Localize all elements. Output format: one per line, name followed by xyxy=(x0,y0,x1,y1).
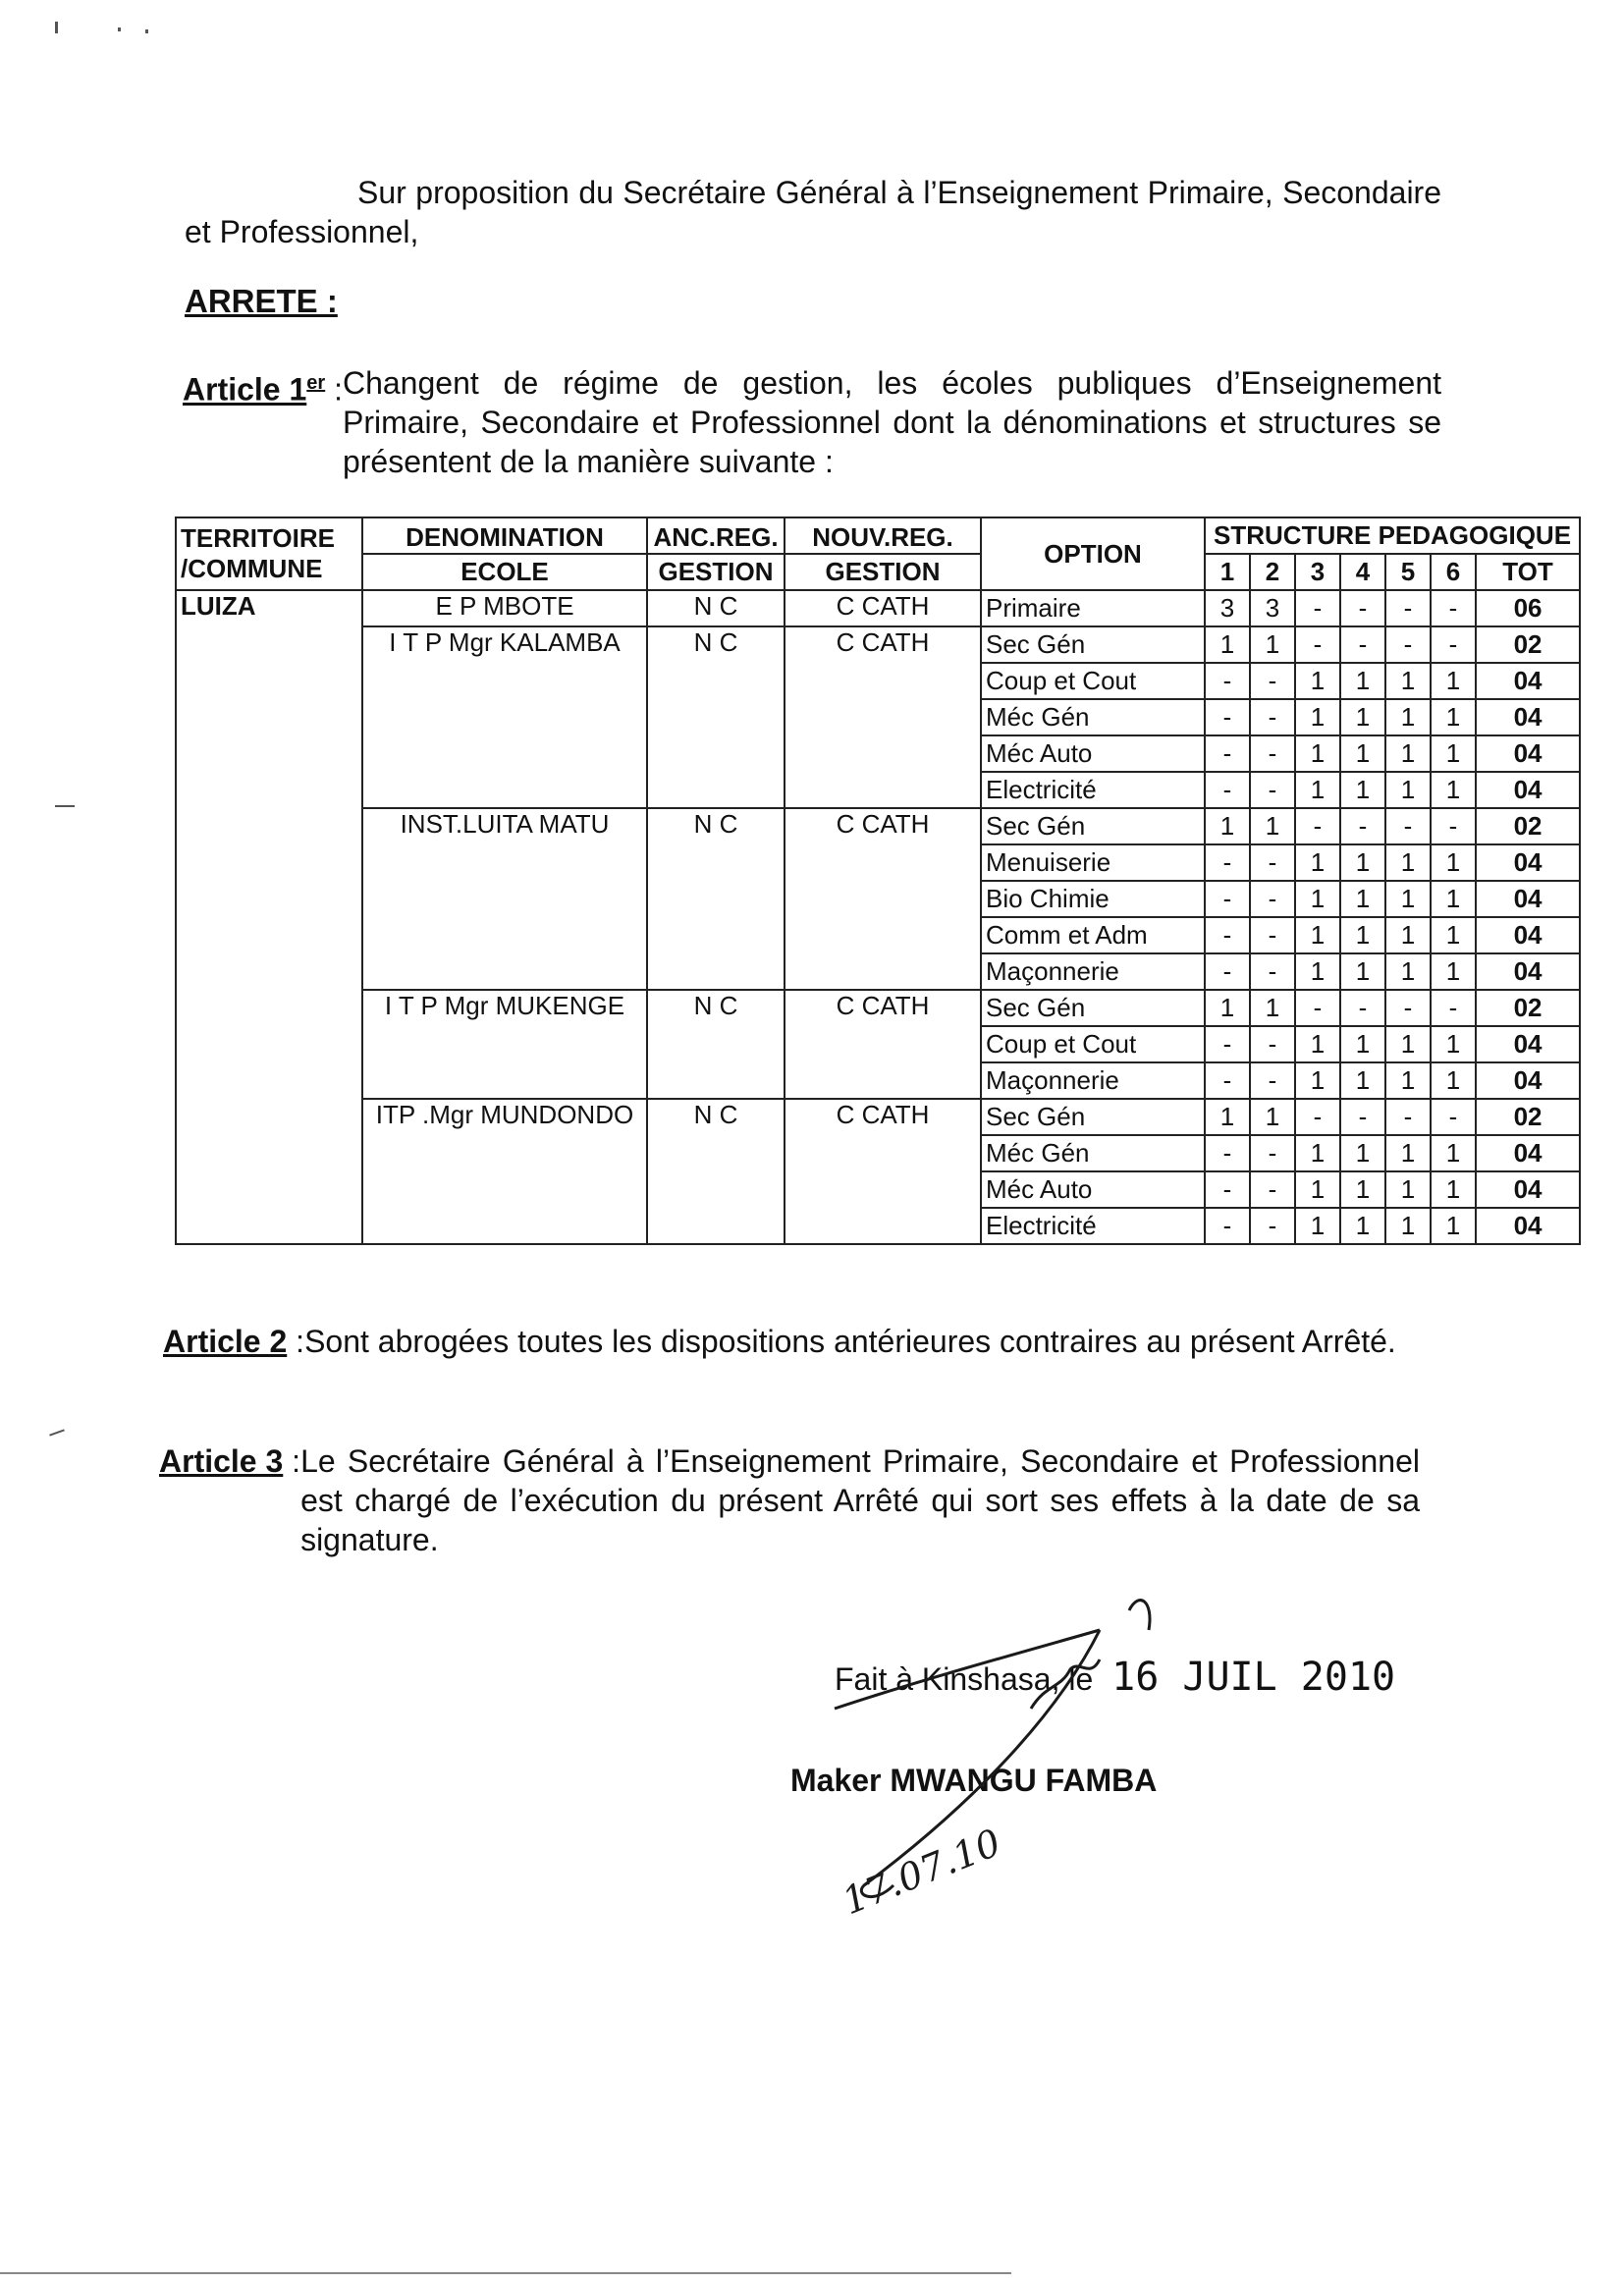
level-total: 04 xyxy=(1476,772,1580,808)
level-2-count: - xyxy=(1250,1135,1295,1171)
level-2-count: - xyxy=(1250,953,1295,990)
header-level-1: 1 xyxy=(1205,554,1250,590)
structure-table xyxy=(175,517,1581,1245)
level-4-count: 1 xyxy=(1340,917,1385,953)
level-3-count: 1 xyxy=(1295,881,1340,917)
level-3-count: 1 xyxy=(1295,1171,1340,1208)
option-name: Sec Gén xyxy=(981,990,1205,1026)
level-3-count: - xyxy=(1295,808,1340,844)
level-total: 04 xyxy=(1476,1208,1580,1244)
level-6-count: - xyxy=(1431,1099,1476,1135)
nouv-reg-gestion: C CATH xyxy=(785,590,981,626)
scan-speck xyxy=(118,27,121,31)
level-5-count: 1 xyxy=(1385,1208,1431,1244)
option-name: Méc Auto xyxy=(981,1171,1205,1208)
level-4-count: - xyxy=(1340,1099,1385,1135)
level-total: 04 xyxy=(1476,917,1580,953)
level-5-count: 1 xyxy=(1385,735,1431,772)
level-total: 02 xyxy=(1476,626,1580,663)
level-6-count: - xyxy=(1431,808,1476,844)
article-1-label-sup: er xyxy=(306,372,326,394)
level-2-count: - xyxy=(1250,663,1295,699)
option-name: Menuiserie xyxy=(981,844,1205,881)
level-total: 04 xyxy=(1476,1171,1580,1208)
level-5-count: - xyxy=(1385,626,1431,663)
level-3-count: 1 xyxy=(1295,1135,1340,1171)
level-4-count: - xyxy=(1340,808,1385,844)
article-2-label-text: Article 2 xyxy=(163,1324,288,1359)
option-name: Comm et Adm xyxy=(981,917,1205,953)
level-6-count: 1 xyxy=(1431,663,1476,699)
level-3-count: 1 xyxy=(1295,1026,1340,1062)
level-1-count: 1 xyxy=(1205,1099,1250,1135)
header-level-3: 3 xyxy=(1295,554,1340,590)
level-1-count: 1 xyxy=(1205,626,1250,663)
level-4-count: - xyxy=(1340,990,1385,1026)
level-4-count: 1 xyxy=(1340,772,1385,808)
level-3-count: - xyxy=(1295,1099,1340,1135)
nouv-reg-gestion: C CATH xyxy=(785,626,981,808)
level-total: 04 xyxy=(1476,663,1580,699)
scan-speck xyxy=(145,29,148,33)
level-total: 02 xyxy=(1476,1099,1580,1135)
school-name: ITP .Mgr MUNDONDO xyxy=(362,1099,647,1244)
option-name: Maçonnerie xyxy=(981,953,1205,990)
level-6-count: 1 xyxy=(1431,735,1476,772)
level-2-count: 3 xyxy=(1250,590,1295,626)
school-name: E P MBOTE xyxy=(362,590,647,626)
level-4-count: 1 xyxy=(1340,1026,1385,1062)
header-level-6: 6 xyxy=(1431,554,1476,590)
level-5-count: 1 xyxy=(1385,881,1431,917)
level-1-count: - xyxy=(1205,663,1250,699)
level-total: 02 xyxy=(1476,990,1580,1026)
header-anc-gestion: GESTION xyxy=(647,554,785,590)
level-3-count: - xyxy=(1295,590,1340,626)
level-1-count: - xyxy=(1205,1171,1250,1208)
level-5-count: 1 xyxy=(1385,844,1431,881)
article-1-label xyxy=(183,363,343,481)
level-6-count: - xyxy=(1431,626,1476,663)
level-6-count: 1 xyxy=(1431,953,1476,990)
level-5-count: 1 xyxy=(1385,772,1431,808)
level-4-count: - xyxy=(1340,590,1385,626)
option-name: Coup et Cout xyxy=(981,1026,1205,1062)
level-1-count: - xyxy=(1205,953,1250,990)
article-1-label-text: Article 1 xyxy=(183,371,307,408)
article-2-text: Sont abrogées toutes les dispositions antérieures contraires au présent Arrêté. xyxy=(304,1324,1396,1359)
school-name: INST.LUITA MATU xyxy=(362,808,647,990)
level-4-count: 1 xyxy=(1340,1208,1385,1244)
level-3-count: 1 xyxy=(1295,663,1340,699)
level-3-count: - xyxy=(1295,990,1340,1026)
level-5-count: 1 xyxy=(1385,953,1431,990)
scan-speck xyxy=(55,805,75,807)
level-5-count: - xyxy=(1385,990,1431,1026)
level-2-count: - xyxy=(1250,1208,1295,1244)
table-header xyxy=(176,517,1580,590)
level-6-count: - xyxy=(1431,590,1476,626)
level-1-count: - xyxy=(1205,699,1250,735)
article-1-text: Changent de régime de gestion, les écoles publiques d’Enseignement Primaire, Secondaire et Professionnel dont la dénominations et structures se présentent de la manière suivante : xyxy=(342,365,1441,479)
signatory-name: Maker MWANGU FAMBA xyxy=(790,1763,1158,1798)
header-ecole: ECOLE xyxy=(362,554,647,590)
level-2-count: - xyxy=(1250,844,1295,881)
level-6-count: 1 xyxy=(1431,772,1476,808)
level-3-count: 1 xyxy=(1295,772,1340,808)
option-name: Méc Gén xyxy=(981,1135,1205,1171)
arrete-heading: ARRETE : xyxy=(185,283,338,319)
level-total: 04 xyxy=(1476,844,1580,881)
level-total: 04 xyxy=(1476,1135,1580,1171)
level-1-count: - xyxy=(1205,881,1250,917)
level-5-count: 1 xyxy=(1385,1026,1431,1062)
level-2-count: 1 xyxy=(1250,808,1295,844)
level-2-count: - xyxy=(1250,1062,1295,1099)
level-1-count: - xyxy=(1205,1062,1250,1099)
level-1-count: - xyxy=(1205,772,1250,808)
level-1-count: - xyxy=(1205,1026,1250,1062)
anc-reg-gestion: N C xyxy=(647,808,785,990)
level-5-count: 1 xyxy=(1385,1171,1431,1208)
level-total: 04 xyxy=(1476,699,1580,735)
level-5-count: 1 xyxy=(1385,917,1431,953)
level-6-count: 1 xyxy=(1431,699,1476,735)
level-4-count: 1 xyxy=(1340,1062,1385,1099)
level-2-count: - xyxy=(1250,699,1295,735)
level-5-count: - xyxy=(1385,808,1431,844)
level-5-count: 1 xyxy=(1385,663,1431,699)
option-name: Bio Chimie xyxy=(981,881,1205,917)
level-4-count: 1 xyxy=(1340,663,1385,699)
signature-place: Fait à Kinshasa, le xyxy=(835,1661,1094,1697)
option-name: Primaire xyxy=(981,590,1205,626)
level-4-count: 1 xyxy=(1340,844,1385,881)
level-6-count: 1 xyxy=(1431,917,1476,953)
level-total: 06 xyxy=(1476,590,1580,626)
option-name: Coup et Cout xyxy=(981,663,1205,699)
level-3-count: 1 xyxy=(1295,1208,1340,1244)
level-3-count: 1 xyxy=(1295,1062,1340,1099)
anc-reg-gestion: N C xyxy=(647,1099,785,1244)
level-1-count: - xyxy=(1205,735,1250,772)
table-body xyxy=(176,590,1580,1244)
level-6-count: 1 xyxy=(1431,1208,1476,1244)
header-anc-reg: ANC.REG. xyxy=(647,517,785,554)
article-2-colon: : xyxy=(287,1324,305,1359)
level-total: 04 xyxy=(1476,1026,1580,1062)
level-total: 02 xyxy=(1476,808,1580,844)
level-2-count: - xyxy=(1250,917,1295,953)
level-3-count: 1 xyxy=(1295,953,1340,990)
option-name: Méc Auto xyxy=(981,735,1205,772)
option-name: Sec Gén xyxy=(981,808,1205,844)
option-name: Sec Gén xyxy=(981,1099,1205,1135)
table-row xyxy=(176,808,1580,844)
level-5-count: 1 xyxy=(1385,1062,1431,1099)
header-level-tot: TOT xyxy=(1476,554,1580,590)
level-2-count: - xyxy=(1250,1171,1295,1208)
level-1-count: - xyxy=(1205,1208,1250,1244)
level-3-count: - xyxy=(1295,626,1340,663)
level-total: 04 xyxy=(1476,1062,1580,1099)
table-row xyxy=(176,626,1580,663)
handwritten-signature xyxy=(805,1591,1355,1925)
handwritten-date: 17.07.10 xyxy=(836,1821,1007,1924)
level-2-count: - xyxy=(1250,881,1295,917)
level-2-count: - xyxy=(1250,735,1295,772)
level-5-count: 1 xyxy=(1385,699,1431,735)
territoire-cell: LUIZA xyxy=(176,590,362,1244)
header-level-5: 5 xyxy=(1385,554,1431,590)
header-denomination: DENOMINATION xyxy=(362,517,647,554)
level-6-count: 1 xyxy=(1431,881,1476,917)
level-1-count: 1 xyxy=(1205,808,1250,844)
anc-reg-gestion: N C xyxy=(647,990,785,1099)
table-row xyxy=(176,590,1580,626)
header-nouv-gestion: GESTION xyxy=(785,554,981,590)
article-2 xyxy=(163,1322,1420,1361)
level-6-count: 1 xyxy=(1431,1026,1476,1062)
level-1-count: - xyxy=(1205,844,1250,881)
header-option: OPTION xyxy=(981,517,1205,590)
header-level-2: 2 xyxy=(1250,554,1295,590)
level-5-count: - xyxy=(1385,590,1431,626)
header-structure: STRUCTURE PEDAGOGIQUE xyxy=(1205,517,1580,554)
level-2-count: 1 xyxy=(1250,626,1295,663)
level-2-count: 1 xyxy=(1250,1099,1295,1135)
level-4-count: 1 xyxy=(1340,735,1385,772)
anc-reg-gestion: N C xyxy=(647,626,785,808)
article-1 xyxy=(183,363,1441,481)
level-4-count: 1 xyxy=(1340,1135,1385,1171)
school-name: I T P Mgr MUKENGE xyxy=(362,990,647,1099)
article-3-label-text: Article 3 xyxy=(159,1443,284,1479)
header-territoire: TERRITOIRE /COMMUNE xyxy=(176,517,362,590)
level-total: 04 xyxy=(1476,881,1580,917)
level-4-count: 1 xyxy=(1340,953,1385,990)
level-5-count: 1 xyxy=(1385,1135,1431,1171)
scan-speck xyxy=(49,1429,65,1436)
article-1-colon: : xyxy=(325,371,343,408)
nouv-reg-gestion: C CATH xyxy=(785,808,981,990)
anc-reg-gestion: N C xyxy=(647,590,785,626)
level-2-count: 1 xyxy=(1250,990,1295,1026)
header-level-4: 4 xyxy=(1340,554,1385,590)
option-name: Sec Gén xyxy=(981,626,1205,663)
level-6-count: 1 xyxy=(1431,1171,1476,1208)
level-1-count: - xyxy=(1205,1135,1250,1171)
level-6-count: 1 xyxy=(1431,1135,1476,1171)
level-5-count: - xyxy=(1385,1099,1431,1135)
table-row xyxy=(176,1099,1580,1135)
intro-paragraph: Sur proposition du Secrétaire Général à l’Enseignement Primaire, Secondaire et Professionnel, xyxy=(185,175,1441,249)
article-3-colon: : xyxy=(283,1443,301,1479)
article-3 xyxy=(159,1441,1420,1559)
level-3-count: 1 xyxy=(1295,699,1340,735)
level-3-count: 1 xyxy=(1295,917,1340,953)
option-name: Electricité xyxy=(981,1208,1205,1244)
option-name: Méc Gén xyxy=(981,699,1205,735)
level-1-count: 1 xyxy=(1205,990,1250,1026)
article-3-text: Le Secrétaire Général à l’Enseignement Primaire, Secondaire et Professionnel est chargé de l’exécution du présent Arrêté qui sort ses effets à la date de sa signature. xyxy=(300,1443,1420,1557)
option-name: Maçonnerie xyxy=(981,1062,1205,1099)
nouv-reg-gestion: C CATH xyxy=(785,1099,981,1244)
article-2-label xyxy=(163,1322,304,1361)
level-4-count: - xyxy=(1340,626,1385,663)
option-name: Electricité xyxy=(981,772,1205,808)
level-total: 04 xyxy=(1476,953,1580,990)
level-2-count: - xyxy=(1250,1026,1295,1062)
level-3-count: 1 xyxy=(1295,844,1340,881)
header-nouv-reg: NOUV.REG. xyxy=(785,517,981,554)
page-bottom-line xyxy=(0,2272,1011,2274)
level-6-count: 1 xyxy=(1431,1062,1476,1099)
level-4-count: 1 xyxy=(1340,1171,1385,1208)
level-6-count: - xyxy=(1431,990,1476,1026)
level-2-count: - xyxy=(1250,772,1295,808)
signature-date-stamp: 16 JUIL 2010 xyxy=(1111,1655,1396,1700)
level-3-count: 1 xyxy=(1295,735,1340,772)
level-total: 04 xyxy=(1476,735,1580,772)
school-name: I T P Mgr KALAMBA xyxy=(362,626,647,808)
level-1-count: 3 xyxy=(1205,590,1250,626)
article-3-label xyxy=(159,1441,300,1559)
scan-speck xyxy=(55,22,58,33)
level-4-count: 1 xyxy=(1340,881,1385,917)
level-6-count: 1 xyxy=(1431,844,1476,881)
nouv-reg-gestion: C CATH xyxy=(785,990,981,1099)
level-4-count: 1 xyxy=(1340,699,1385,735)
table-row xyxy=(176,990,1580,1026)
level-1-count: - xyxy=(1205,917,1250,953)
